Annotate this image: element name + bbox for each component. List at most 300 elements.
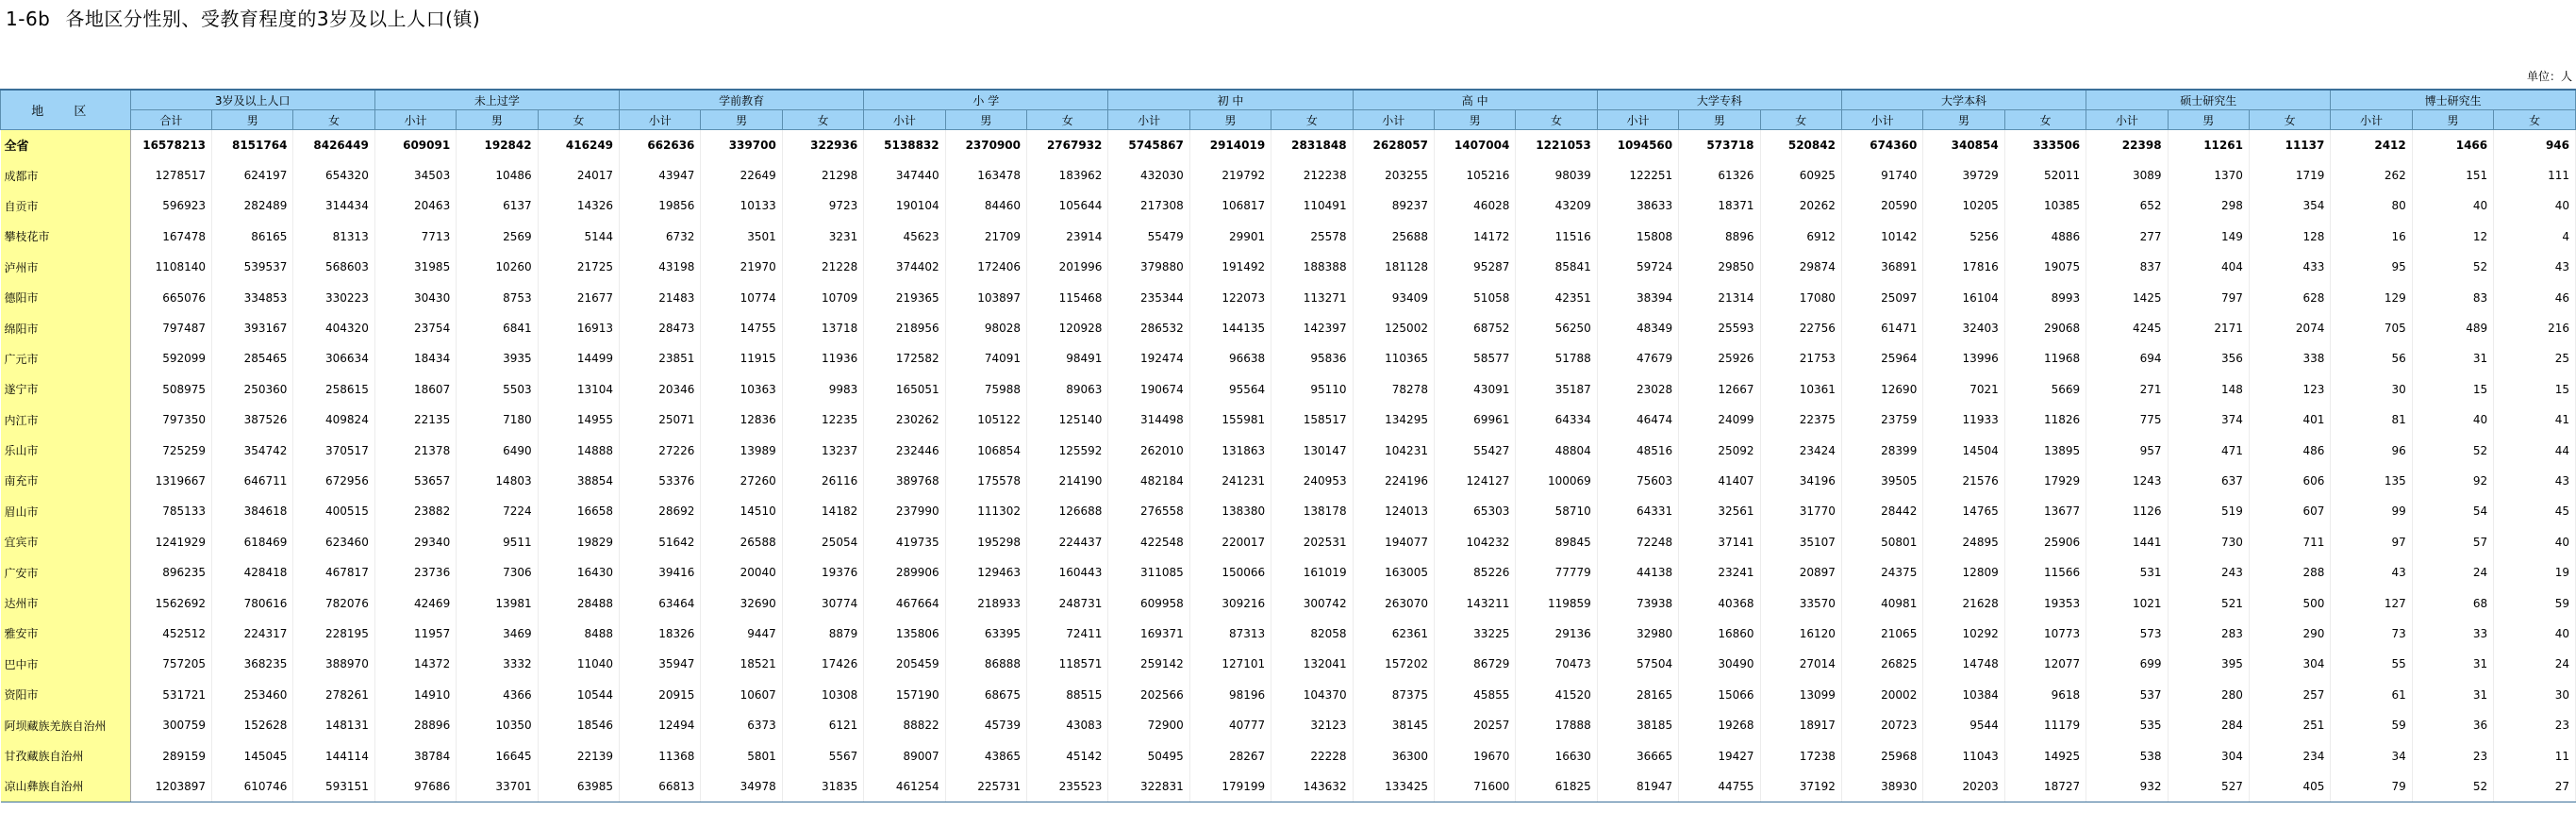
value-cell: 167478 [130,222,211,252]
value-cell: 35947 [620,649,701,679]
value-cell: 288 [2249,557,2330,587]
value-cell: 32403 [1923,313,2004,343]
value-cell: 28442 [1841,496,1922,526]
value-cell: 80 [2331,190,2412,221]
region-name: 眉山市 [1,496,131,526]
value-cell: 86165 [212,222,293,252]
value-cell: 33 [2412,619,2493,649]
value-cell: 10774 [701,282,782,312]
value-cell: 12494 [620,710,701,740]
value-cell: 241231 [1189,466,1271,496]
value-cell: 148 [2168,374,2249,405]
value-cell: 489 [2412,313,2493,343]
value-cell: 43 [2494,252,2576,282]
value-cell: 2831848 [1271,130,1353,160]
value-cell: 224317 [212,619,293,649]
value-cell: 40 [2494,527,2576,557]
value-cell: 19670 [1434,740,1515,770]
value-cell: 41407 [1679,466,1760,496]
value-cell: 11826 [2004,405,2086,435]
value-cell: 22139 [538,740,619,770]
value-cell: 89063 [1027,374,1108,405]
value-cell: 21970 [701,252,782,282]
sub-header: 男 [457,110,538,130]
value-cell: 144135 [1189,313,1271,343]
value-cell: 110491 [1271,190,1353,221]
value-cell: 322936 [782,130,863,160]
value-cell: 7180 [457,405,538,435]
value-cell: 131863 [1189,435,1271,465]
value-cell: 18521 [701,649,782,679]
value-cell: 21483 [620,282,701,312]
value-cell: 16430 [538,557,619,587]
value-cell: 105216 [1434,160,1515,190]
value-cell: 17888 [1516,710,1597,740]
value-cell: 339700 [701,130,782,160]
value-cell: 18326 [620,619,701,649]
value-cell: 289159 [130,740,211,770]
value-cell: 75988 [945,374,1026,405]
population-table [0,89,2576,802]
sub-header: 男 [2168,110,2249,130]
value-cell: 81313 [293,222,374,252]
value-cell: 28473 [620,313,701,343]
region-name: 自贡市 [1,190,131,221]
value-cell: 219792 [1189,160,1271,190]
value-cell: 35107 [1760,527,1841,557]
value-cell: 314498 [1108,405,1189,435]
value-cell: 48804 [1516,435,1597,465]
value-cell: 59 [2494,587,2576,618]
value-cell: 31 [2412,680,2493,710]
value-cell: 133425 [1353,771,1434,802]
value-cell: 11915 [701,343,782,373]
region-name: 宜宾市 [1,527,131,557]
value-cell: 10142 [1841,222,1922,252]
value-cell: 4245 [2086,313,2168,343]
value-cell: 20257 [1434,710,1515,740]
value-cell: 1719 [2249,160,2330,190]
value-cell: 157190 [864,680,945,710]
value-cell: 65303 [1434,496,1515,526]
value-cell: 96638 [1189,343,1271,373]
value-cell: 77779 [1516,557,1597,587]
value-cell: 393167 [212,313,293,343]
value-cell: 169371 [1108,619,1189,649]
value-cell: 37141 [1679,527,1760,557]
value-cell: 428418 [212,557,293,587]
value-cell: 119859 [1516,587,1597,618]
value-cell: 14803 [457,466,538,496]
value-cell: 40 [2494,190,2576,221]
value-cell: 14755 [701,313,782,343]
value-cell: 22228 [1271,740,1353,770]
sub-header: 合计 [130,110,211,130]
value-cell: 277 [2086,222,2168,252]
value-cell: 20002 [1841,680,1922,710]
value-cell: 2767932 [1027,130,1108,160]
value-cell: 27014 [1760,649,1841,679]
value-cell: 482184 [1108,466,1189,496]
value-cell: 6912 [1760,222,1841,252]
value-cell: 16658 [538,496,619,526]
value-cell: 262010 [1108,435,1189,465]
value-cell: 13104 [538,374,619,405]
value-cell: 5567 [782,740,863,770]
value-cell: 654320 [293,160,374,190]
value-cell: 3332 [457,649,538,679]
value-cell: 304 [2168,740,2249,770]
value-cell: 17929 [2004,466,2086,496]
value-cell: 128 [2249,222,2330,252]
table-row [1,740,2576,770]
value-cell: 322831 [1108,771,1189,802]
value-cell: 10205 [1923,190,2004,221]
value-cell: 29068 [2004,313,2086,343]
value-cell: 38145 [1353,710,1434,740]
unit-label: 单位：人 [2526,70,2572,83]
value-cell: 23759 [1841,405,1922,435]
sub-header: 小计 [2086,110,2168,130]
value-cell: 61825 [1516,771,1597,802]
value-cell: 8426449 [293,130,374,160]
value-cell: 433 [2249,252,2330,282]
value-cell: 113271 [1271,282,1353,312]
value-cell: 21378 [374,435,456,465]
value-cell: 135806 [864,619,945,649]
value-cell: 51642 [620,527,701,557]
value-cell: 19268 [1679,710,1760,740]
value-cell: 370517 [293,435,374,465]
value-cell: 183962 [1027,160,1108,190]
value-cell: 48516 [1597,435,1678,465]
value-cell: 89007 [864,740,945,770]
value-cell: 51058 [1434,282,1515,312]
value-cell: 422548 [1108,527,1189,557]
value-cell: 145045 [212,740,293,770]
value-cell: 17080 [1760,282,1841,312]
value-cell: 257 [2249,680,2330,710]
value-cell: 48349 [1597,313,1678,343]
table-row [1,771,2576,802]
table-row [1,680,2576,710]
value-cell: 243 [2168,557,2249,587]
sub-header: 小计 [1841,110,1922,130]
value-cell: 409824 [293,405,374,435]
value-cell: 2412 [2331,130,2412,160]
value-cell: 134295 [1353,405,1434,435]
value-cell: 118571 [1027,649,1108,679]
value-cell: 400515 [293,496,374,526]
value-cell: 89845 [1516,527,1597,557]
value-cell: 10709 [782,282,863,312]
value-cell: 573718 [1679,130,1760,160]
value-cell: 87313 [1189,619,1271,649]
value-cell: 10133 [701,190,782,221]
table-row [1,222,2576,252]
value-cell: 521 [2168,587,2249,618]
value-cell: 40777 [1189,710,1271,740]
value-cell: 5801 [701,740,782,770]
value-cell: 15 [2494,374,2576,405]
value-cell: 8151764 [212,130,293,160]
value-cell: 24099 [1679,405,1760,435]
value-cell: 3469 [457,619,538,649]
value-cell: 607 [2249,496,2330,526]
value-cell: 389768 [864,466,945,496]
region-name: 达州市 [1,587,131,618]
value-cell: 93409 [1353,282,1434,312]
value-cell: 59 [2331,710,2412,740]
value-cell: 2914019 [1189,130,1271,160]
value-cell: 11137 [2249,130,2330,160]
value-cell: 43091 [1434,374,1515,405]
value-cell: 28399 [1841,435,1922,465]
value-cell: 71600 [1434,771,1515,802]
group-header: 高 中 [1353,90,1597,110]
value-cell: 188388 [1271,252,1353,282]
value-cell: 64334 [1516,405,1597,435]
value-cell: 14955 [538,405,619,435]
value-cell: 60925 [1760,160,1841,190]
value-cell: 11 [2494,740,2576,770]
region-name: 内江市 [1,405,131,435]
value-cell: 46028 [1434,190,1515,221]
value-cell: 20262 [1760,190,1841,221]
group-header: 未上过学 [374,90,619,110]
value-cell: 11040 [538,649,619,679]
value-cell: 21628 [1923,587,2004,618]
value-cell: 21677 [538,282,619,312]
value-cell: 10385 [2004,190,2086,221]
value-cell: 19 [2494,557,2576,587]
value-cell: 144114 [293,740,374,770]
value-cell: 57504 [1597,649,1678,679]
value-cell: 61 [2331,680,2412,710]
value-cell: 1021 [2086,587,2168,618]
value-cell: 192474 [1108,343,1189,373]
value-cell: 181128 [1353,252,1434,282]
value-cell: 23754 [374,313,456,343]
value-cell: 404 [2168,252,2249,282]
value-cell: 72248 [1597,527,1678,557]
value-cell: 14372 [374,649,456,679]
value-cell: 165051 [864,374,945,405]
table-body [1,130,2576,802]
value-cell: 63395 [945,619,1026,649]
value-cell: 22135 [374,405,456,435]
table-row [1,710,2576,740]
value-cell: 11043 [1923,740,2004,770]
value-cell: 4 [2494,222,2576,252]
value-cell: 38394 [1597,282,1678,312]
value-cell: 18727 [2004,771,2086,802]
value-cell: 46474 [1597,405,1678,435]
value-cell: 237990 [864,496,945,526]
value-cell: 43083 [1027,710,1108,740]
value-cell: 34196 [1760,466,1841,496]
value-cell: 432030 [1108,160,1189,190]
region-name: 南充市 [1,466,131,496]
value-cell: 395 [2168,649,2249,679]
table-row [1,496,2576,526]
value-cell: 129463 [945,557,1026,587]
value-cell: 51788 [1516,343,1597,373]
value-cell: 220017 [1189,527,1271,557]
value-cell: 230262 [864,405,945,435]
region-name: 乐山市 [1,435,131,465]
value-cell: 19376 [782,557,863,587]
value-cell: 157202 [1353,649,1434,679]
value-cell: 64331 [1597,496,1678,526]
value-cell: 235523 [1027,771,1108,802]
sub-header: 男 [701,110,782,130]
value-cell: 6121 [782,710,863,740]
value-cell: 628 [2249,282,2330,312]
value-cell: 14748 [1923,649,2004,679]
value-cell: 95110 [1271,374,1353,405]
value-cell: 21725 [538,252,619,282]
value-cell: 218933 [945,587,1026,618]
value-cell: 53376 [620,466,701,496]
value-cell: 53657 [374,466,456,496]
value-cell: 29136 [1516,619,1597,649]
value-cell: 289906 [864,557,945,587]
value-cell: 31985 [374,252,456,282]
value-cell: 248731 [1027,587,1108,618]
value-cell: 105122 [945,405,1026,435]
value-cell: 41 [2494,405,2576,435]
value-cell: 52 [2412,435,2493,465]
value-cell: 122073 [1189,282,1271,312]
value-cell: 23424 [1760,435,1841,465]
value-cell: 9447 [701,619,782,649]
value-cell: 531721 [130,680,211,710]
value-cell: 61326 [1679,160,1760,190]
value-cell: 150066 [1189,557,1271,587]
value-cell: 1126 [2086,496,2168,526]
value-cell: 797350 [130,405,211,435]
value-cell: 95564 [1189,374,1271,405]
value-cell: 6373 [701,710,782,740]
value-cell: 300759 [130,710,211,740]
value-cell: 12690 [1841,374,1922,405]
value-cell: 419735 [864,527,945,557]
value-cell: 461254 [864,771,945,802]
value-cell: 19427 [1679,740,1760,770]
value-cell: 23914 [1027,222,1108,252]
value-cell: 23736 [374,557,456,587]
value-cell: 16645 [457,740,538,770]
value-cell: 25926 [1679,343,1760,373]
value-cell: 253460 [212,680,293,710]
value-cell: 104370 [1271,680,1353,710]
value-cell: 623460 [293,527,374,557]
value-cell: 13996 [1923,343,2004,373]
value-cell: 38633 [1597,190,1678,221]
value-cell: 29340 [374,527,456,557]
value-cell: 11566 [2004,557,2086,587]
value-cell: 508975 [130,374,211,405]
value-cell: 618469 [212,527,293,557]
value-cell: 205459 [864,649,945,679]
value-cell: 306634 [293,343,374,373]
value-cell: 115468 [1027,282,1108,312]
page-title [6,4,480,31]
sub-header: 女 [1516,110,1597,130]
value-cell: 11368 [620,740,701,770]
value-cell: 592099 [130,343,211,373]
table-row [1,619,2576,649]
value-cell: 43198 [620,252,701,282]
value-cell: 259142 [1108,649,1189,679]
value-cell: 23028 [1597,374,1678,405]
value-cell: 120928 [1027,313,1108,343]
value-cell: 1243 [2086,466,2168,496]
value-cell: 23851 [620,343,701,373]
value-cell: 21576 [1923,466,2004,496]
value-cell: 35187 [1516,374,1597,405]
value-cell: 7021 [1923,374,2004,405]
value-cell: 271 [2086,374,2168,405]
value-cell: 8879 [782,619,863,649]
value-cell: 22756 [1760,313,1841,343]
region-name: 广元市 [1,343,131,373]
value-cell: 224196 [1353,466,1434,496]
value-cell: 20723 [1841,710,1922,740]
value-cell: 14499 [538,343,619,373]
value-cell: 16120 [1760,619,1841,649]
value-cell: 16630 [1516,740,1597,770]
value-cell: 519 [2168,496,2249,526]
value-cell: 471 [2168,435,2249,465]
value-cell: 368235 [212,649,293,679]
value-cell: 932 [2086,771,2168,802]
value-cell: 151 [2412,160,2493,190]
sub-header: 小计 [1597,110,1678,130]
value-cell: 10292 [1923,619,2004,649]
value-cell: 286532 [1108,313,1189,343]
value-cell: 896235 [130,557,211,587]
value-cell: 593151 [293,771,374,802]
value-cell: 9618 [2004,680,2086,710]
value-cell: 33225 [1434,619,1515,649]
value-cell: 258615 [293,374,374,405]
value-cell: 24 [2412,557,2493,587]
value-cell: 14182 [782,496,863,526]
table-row [1,313,2576,343]
value-cell: 172406 [945,252,1026,282]
region-name: 绵阳市 [1,313,131,343]
value-cell: 276558 [1108,496,1189,526]
value-cell: 251 [2249,710,2330,740]
value-cell: 135 [2331,466,2412,496]
value-cell: 21228 [782,252,863,282]
sub-header: 小计 [1353,110,1434,130]
value-cell: 5256 [1923,222,2004,252]
value-cell: 775 [2086,405,2168,435]
region-name: 资阳市 [1,680,131,710]
value-cell: 500 [2249,587,2330,618]
value-cell: 83 [2412,282,2493,312]
value-cell: 69961 [1434,405,1515,435]
value-cell: 10384 [1923,680,2004,710]
value-cell: 129 [2331,282,2412,312]
value-cell: 3501 [701,222,782,252]
value-cell: 11936 [782,343,863,373]
value-cell: 104231 [1353,435,1434,465]
value-cell: 25906 [2004,527,2086,557]
